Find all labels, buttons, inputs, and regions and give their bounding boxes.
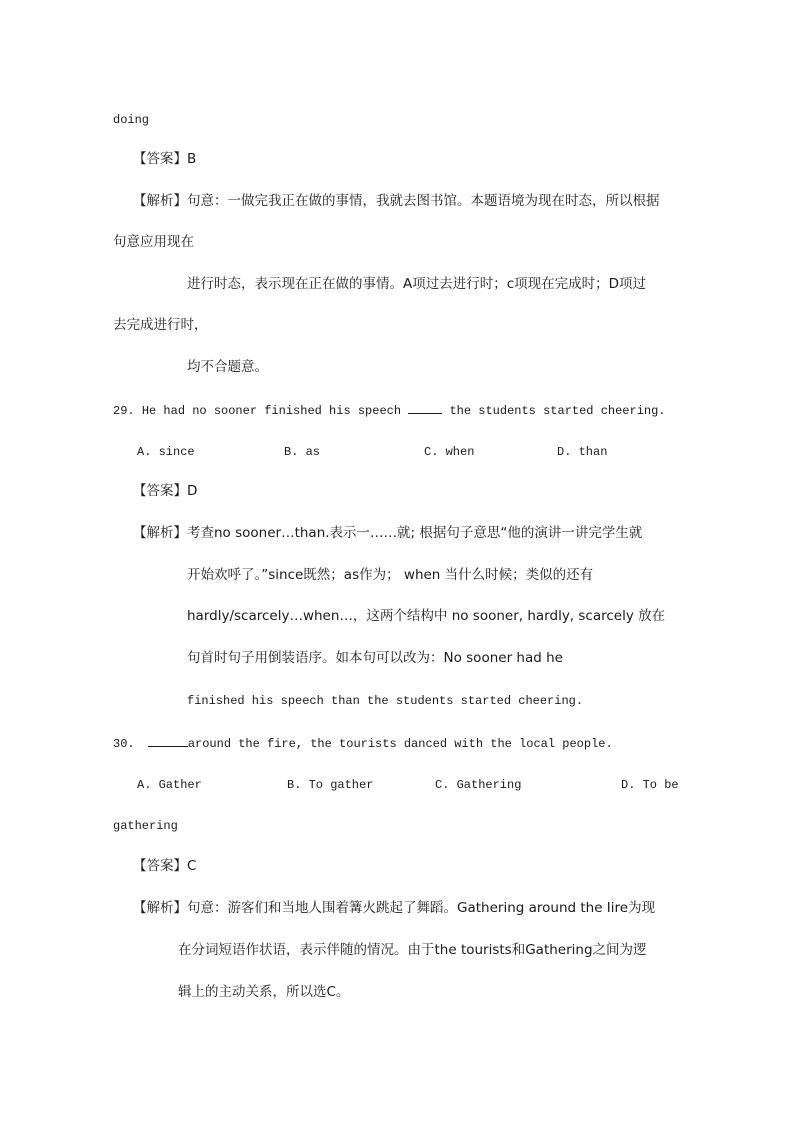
- q29-stem-before: He had no sooner finished his speech: [141, 404, 402, 418]
- q29-analysis-line-5: finished his speech than the students started cheering.: [187, 694, 584, 708]
- q28-option-d-wrap: doing: [113, 113, 150, 127]
- q29-analysis-line-1: 【解析】考查no sooner…than.表示一……就; 根据句子意思“他的演讲一讲完学生就: [133, 525, 643, 541]
- q29-options: [0, 443, 794, 461]
- q28-analysis-line-5: 均不合题意。: [187, 359, 268, 375]
- q28-analysis-line-1: 【解析】句意：一做完我正在做的事情，我就去图书馆。本题语境为现在时态，所以根据: [133, 193, 660, 209]
- q30-answer: 【答案】C: [133, 858, 197, 874]
- q29-option-b: B. as: [284, 445, 321, 459]
- q29-option-a: A. since: [137, 445, 195, 459]
- q30-number: 30.: [113, 737, 135, 751]
- q28-analysis-line-4: 去完成进行时，: [113, 317, 208, 333]
- q29-answer: 【答案】D: [133, 483, 198, 499]
- q29-number: 29.: [113, 404, 135, 418]
- q29-option-c: C. when: [424, 445, 475, 459]
- q28-analysis-line-3: 进行时态，表示现在正在做的事情。A项过去进行时；c项现在完成时；D项过: [187, 276, 647, 292]
- q30-blank: [148, 734, 188, 747]
- q30-analysis-line-3: 辑上的主动关系，所以选C。: [178, 984, 350, 1000]
- q28-answer: 【答案】B: [133, 151, 197, 167]
- q29-stem-after: the students started cheering.: [449, 404, 666, 418]
- q29-analysis-line-4: 句首时句子用倒装语序。如本句可以改为：No sooner had he: [187, 650, 563, 666]
- q30-analysis-line-2: 在分词短语作状语，表示伴随的情况。由于the tourists和Gathering之间为逻: [178, 942, 647, 958]
- q28-analysis-line-2: 句意应用现在: [113, 234, 194, 250]
- q30-option-b: B. To gather: [287, 778, 374, 792]
- q29-stem: [113, 401, 666, 420]
- q29-analysis-line-2: 开始欢呼了。”since既然；as作为； when 当什么时候；类似的还有: [187, 567, 594, 583]
- q30-option-c: C. Gathering: [435, 778, 522, 792]
- q30-analysis-line-1: 【解析】句意：游客们和当地人围着篝火跳起了舞蹈。Gathering around the Iire为现: [133, 900, 656, 916]
- q30-option-d: D. To be: [621, 778, 679, 792]
- q30-stem: [113, 734, 613, 753]
- q30-option-a: A. Gather: [137, 778, 202, 792]
- q29-analysis-line-3: hardly/scarcely…when…，这两个结构中 no sooner, hardly, scarcely 放在: [187, 608, 666, 624]
- q29-blank: [408, 401, 442, 414]
- q30-options: [0, 776, 794, 794]
- q29-option-d: D. than: [557, 445, 608, 459]
- q30-stem-after: around the fire, the tourists danced with the local people.: [187, 737, 613, 751]
- q30-option-d-wrap: gathering: [113, 819, 178, 833]
